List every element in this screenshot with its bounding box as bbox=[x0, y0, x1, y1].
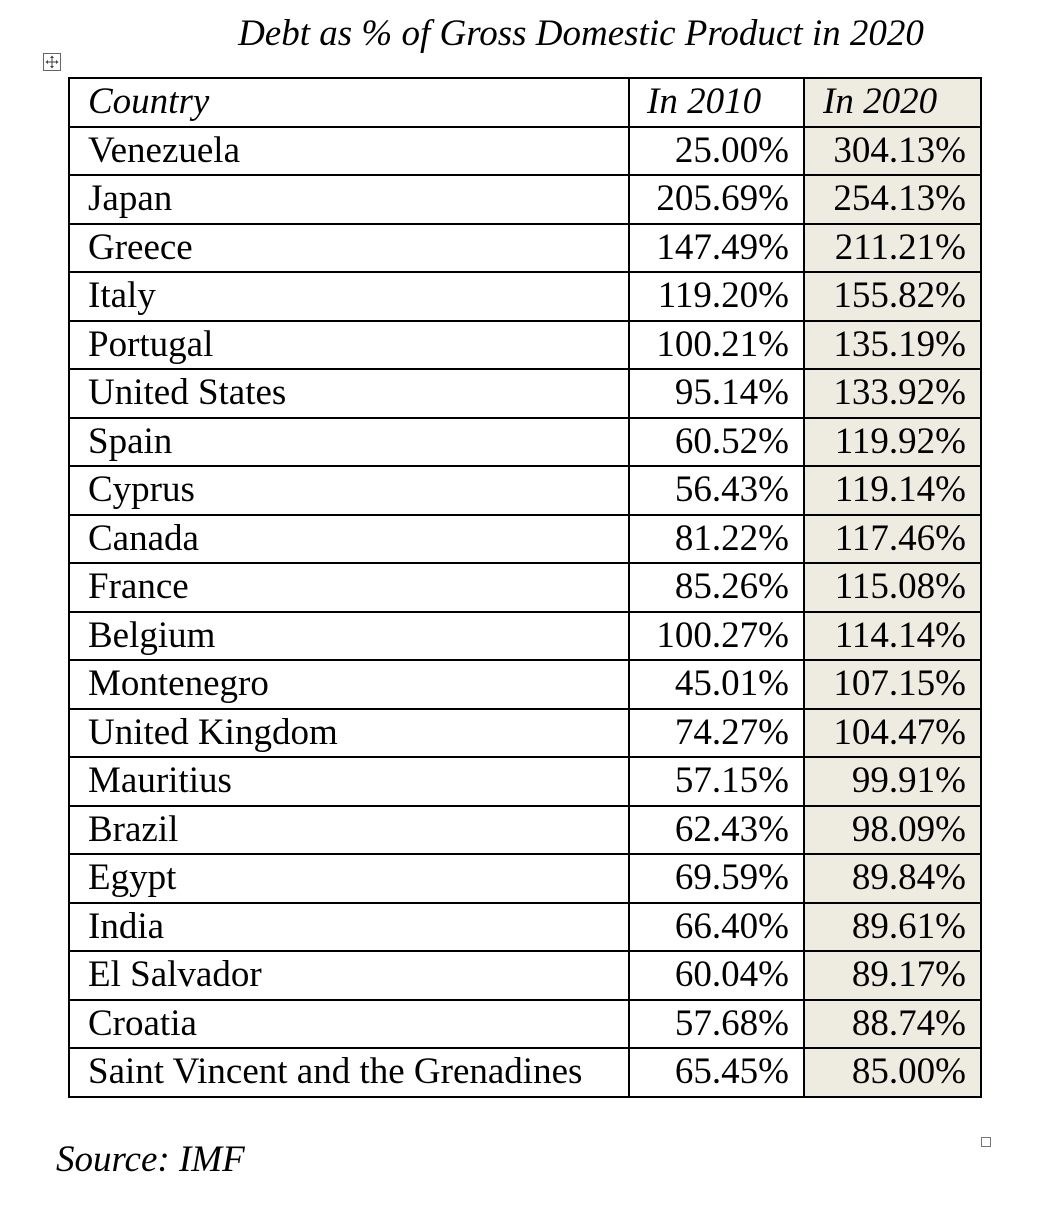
value-2020-cell[interactable]: 104.47% bbox=[804, 709, 981, 758]
value-2010-cell[interactable]: 69.59% bbox=[629, 854, 804, 903]
value-2020-cell[interactable]: 88.74% bbox=[804, 1000, 981, 1049]
value-2010-cell[interactable]: 65.45% bbox=[629, 1048, 804, 1097]
country-cell[interactable]: Japan bbox=[69, 175, 629, 224]
table-row bbox=[69, 563, 981, 612]
table-row bbox=[69, 272, 981, 321]
table-row bbox=[69, 1000, 981, 1049]
table-row bbox=[69, 127, 981, 176]
value-2010-cell[interactable]: 81.22% bbox=[629, 515, 804, 564]
value-2010-cell[interactable]: 100.27% bbox=[629, 612, 804, 661]
country-cell[interactable]: Venezuela bbox=[69, 127, 629, 176]
value-2010-cell[interactable]: 25.00% bbox=[629, 127, 804, 176]
value-2020-cell[interactable]: 119.92% bbox=[804, 418, 981, 467]
country-cell[interactable]: Cyprus bbox=[69, 466, 629, 515]
country-cell[interactable]: India bbox=[69, 903, 629, 952]
header-row bbox=[69, 78, 981, 127]
table-title: Debt as % of Gross Domestic Product in 2020 bbox=[238, 13, 924, 54]
value-2020-cell[interactable]: 119.14% bbox=[804, 466, 981, 515]
table-row bbox=[69, 175, 981, 224]
country-cell[interactable]: Brazil bbox=[69, 806, 629, 855]
table-row bbox=[69, 854, 981, 903]
country-cell[interactable]: El Salvador bbox=[69, 951, 629, 1000]
debt-table bbox=[68, 77, 982, 1098]
table-row bbox=[69, 418, 981, 467]
header-2010[interactable]: In 2010 bbox=[629, 78, 804, 127]
value-2020-cell[interactable]: 117.46% bbox=[804, 515, 981, 564]
header-2020[interactable]: In 2020 bbox=[804, 78, 981, 127]
value-2010-cell[interactable]: 60.04% bbox=[629, 951, 804, 1000]
table-row bbox=[69, 757, 981, 806]
country-cell[interactable]: Greece bbox=[69, 224, 629, 273]
value-2010-cell[interactable]: 100.21% bbox=[629, 321, 804, 370]
value-2020-cell[interactable]: 133.92% bbox=[804, 369, 981, 418]
value-2010-cell[interactable]: 60.52% bbox=[629, 418, 804, 467]
country-cell[interactable]: France bbox=[69, 563, 629, 612]
country-cell[interactable]: Portugal bbox=[69, 321, 629, 370]
country-cell[interactable]: Montenegro bbox=[69, 660, 629, 709]
resize-handle-icon[interactable] bbox=[981, 1137, 991, 1147]
value-2020-cell[interactable]: 135.19% bbox=[804, 321, 981, 370]
value-2010-cell[interactable]: 66.40% bbox=[629, 903, 804, 952]
table-row bbox=[69, 660, 981, 709]
source-note: Source: IMF bbox=[56, 1139, 245, 1180]
value-2010-cell[interactable]: 147.49% bbox=[629, 224, 804, 273]
table-row bbox=[69, 903, 981, 952]
table-row bbox=[69, 612, 981, 661]
country-cell[interactable]: United States bbox=[69, 369, 629, 418]
country-cell[interactable]: Mauritius bbox=[69, 757, 629, 806]
value-2010-cell[interactable]: 205.69% bbox=[629, 175, 804, 224]
value-2010-cell[interactable]: 45.01% bbox=[629, 660, 804, 709]
move-arrows-icon[interactable] bbox=[43, 53, 61, 71]
table-row bbox=[69, 1048, 981, 1097]
value-2010-cell[interactable]: 74.27% bbox=[629, 709, 804, 758]
table-row bbox=[69, 515, 981, 564]
table-row bbox=[69, 709, 981, 758]
table-row bbox=[69, 224, 981, 273]
value-2020-cell[interactable]: 99.91% bbox=[804, 757, 981, 806]
value-2010-cell[interactable]: 62.43% bbox=[629, 806, 804, 855]
value-2020-cell[interactable]: 114.14% bbox=[804, 612, 981, 661]
value-2010-cell[interactable]: 119.20% bbox=[629, 272, 804, 321]
table-row bbox=[69, 951, 981, 1000]
country-cell[interactable]: Croatia bbox=[69, 1000, 629, 1049]
table-row bbox=[69, 466, 981, 515]
country-cell[interactable]: United Kingdom bbox=[69, 709, 629, 758]
value-2020-cell[interactable]: 89.17% bbox=[804, 951, 981, 1000]
country-cell[interactable]: Saint Vincent and the Grenadines bbox=[69, 1048, 629, 1097]
value-2020-cell[interactable]: 107.15% bbox=[804, 660, 981, 709]
value-2010-cell[interactable]: 85.26% bbox=[629, 563, 804, 612]
country-cell[interactable]: Egypt bbox=[69, 854, 629, 903]
country-cell[interactable]: Canada bbox=[69, 515, 629, 564]
country-cell[interactable]: Spain bbox=[69, 418, 629, 467]
value-2020-cell[interactable]: 254.13% bbox=[804, 175, 981, 224]
table-row bbox=[69, 369, 981, 418]
value-2020-cell[interactable]: 89.61% bbox=[804, 903, 981, 952]
value-2010-cell[interactable]: 57.15% bbox=[629, 757, 804, 806]
header-country[interactable]: Country bbox=[69, 78, 629, 127]
value-2020-cell[interactable]: 115.08% bbox=[804, 563, 981, 612]
table-row bbox=[69, 321, 981, 370]
value-2020-cell[interactable]: 85.00% bbox=[804, 1048, 981, 1097]
value-2020-cell[interactable]: 98.09% bbox=[804, 806, 981, 855]
value-2020-cell[interactable]: 155.82% bbox=[804, 272, 981, 321]
value-2020-cell[interactable]: 304.13% bbox=[804, 127, 981, 176]
country-cell[interactable]: Belgium bbox=[69, 612, 629, 661]
country-cell[interactable]: Italy bbox=[69, 272, 629, 321]
value-2020-cell[interactable]: 211.21% bbox=[804, 224, 981, 273]
table-row bbox=[69, 806, 981, 855]
value-2010-cell[interactable]: 56.43% bbox=[629, 466, 804, 515]
value-2010-cell[interactable]: 95.14% bbox=[629, 369, 804, 418]
value-2010-cell[interactable]: 57.68% bbox=[629, 1000, 804, 1049]
value-2020-cell[interactable]: 89.84% bbox=[804, 854, 981, 903]
